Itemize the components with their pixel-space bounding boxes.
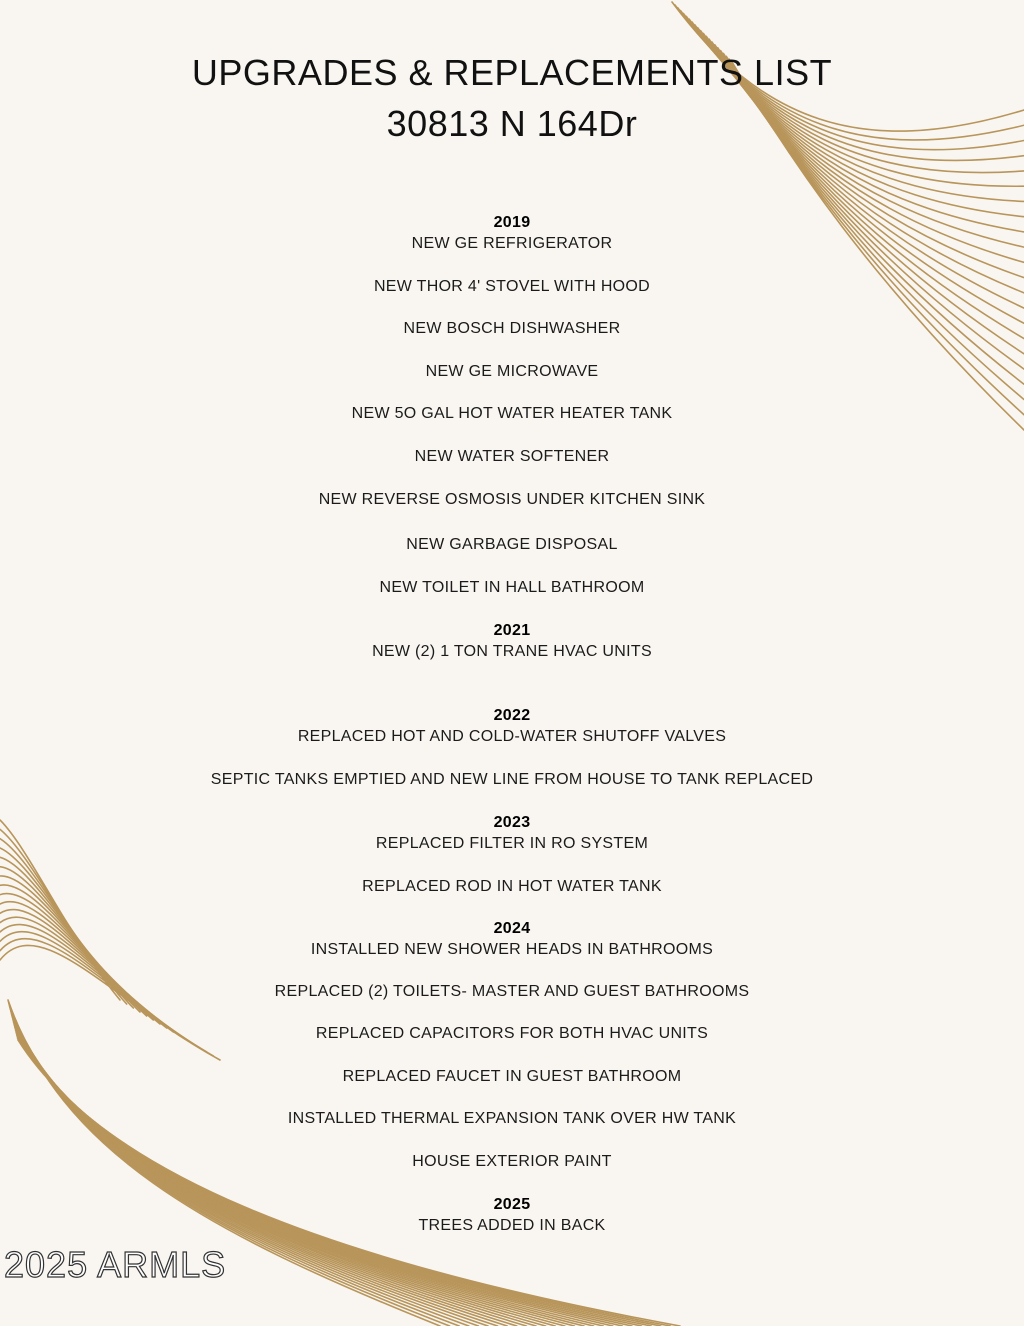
list-item: REPLACED HOT AND COLD-WATER SHUTOFF VALVES [297, 728, 727, 745]
list-item: NEW GARBAGE DISPOSAL [406, 536, 618, 553]
list-item: NEW TOILET IN HALL BATHROOM [379, 579, 645, 596]
list-item: NEW 5O GAL HOT WATER HEATER TANK [351, 405, 673, 422]
list-item: HOUSE EXTERIOR PAINT [412, 1153, 612, 1170]
year-heading-2024: 2024 [493, 920, 531, 937]
year-heading-2022: 2022 [493, 707, 531, 724]
list-item: NEW WATER SOFTENER [414, 448, 610, 465]
list-item: REPLACED FAUCET IN GUEST BATHROOM [342, 1068, 682, 1085]
watermark: 2025 ARMLS [4, 1244, 227, 1285]
list-item: INSTALLED THERMAL EXPANSION TANK OVER HW TANK [287, 1110, 737, 1127]
list-item: REPLACED ROD IN HOT WATER TANK [362, 878, 662, 895]
list-item: NEW (2) 1 TON TRANE HVAC UNITS [372, 643, 652, 660]
year-heading-2019: 2019 [493, 214, 531, 231]
list-item: NEW GE REFRIGERATOR [411, 235, 613, 252]
list-item: NEW BOSCH DISHWASHER [403, 320, 621, 337]
year-heading-2021: 2021 [493, 622, 531, 639]
list-item: REPLACED (2) TOILETS- MASTER AND GUEST BATHROOMS [274, 983, 750, 1000]
list-item: NEW REVERSE OSMOSIS UNDER KITCHEN SINK [318, 491, 706, 508]
list-item: INSTALLED NEW SHOWER HEADS IN BATHROOMS [310, 941, 714, 958]
page-title: UPGRADES & REPLACEMENTS LIST [191, 52, 833, 93]
year-heading-2023: 2023 [493, 814, 531, 831]
list-item: NEW THOR 4' STOVEL WITH HOOD [373, 278, 651, 295]
list-item: REPLACED CAPACITORS FOR BOTH HVAC UNITS [315, 1025, 709, 1042]
list-item: TREES ADDED IN BACK [418, 1217, 606, 1234]
year-heading-2025: 2025 [493, 1196, 531, 1213]
property-address: 30813 N 164Dr [386, 103, 638, 144]
list-item: SEPTIC TANKS EMPTIED AND NEW LINE FROM HOUSE TO TANK REPLACED [210, 771, 814, 788]
list-item: REPLACED FILTER IN RO SYSTEM [375, 835, 649, 852]
list-item: NEW GE MICROWAVE [425, 363, 599, 380]
